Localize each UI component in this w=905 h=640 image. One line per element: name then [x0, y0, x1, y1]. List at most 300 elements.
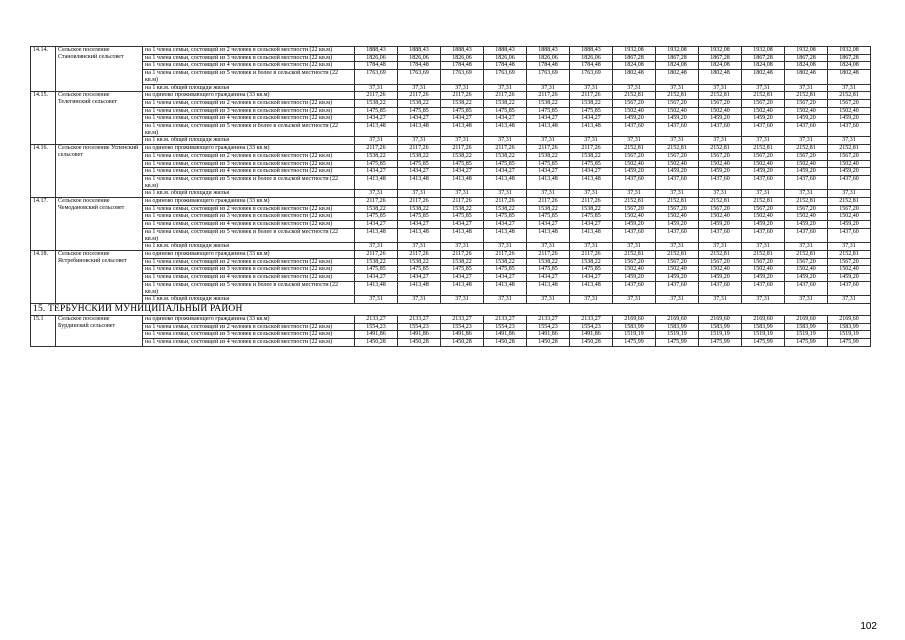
cost-value-cell: 2117,26 — [570, 198, 613, 206]
cost-value-cell: 1413,48 — [398, 123, 441, 137]
cost-value-cell: 37,31 — [742, 84, 785, 92]
cost-value-cell: 1413,48 — [527, 228, 570, 242]
cost-value-cell: 1459,20 — [613, 274, 656, 282]
cost-value-cell: 37,31 — [828, 296, 871, 304]
cost-value-cell: 1763,69 — [527, 70, 570, 84]
cost-value-cell: 2152,81 — [785, 92, 828, 100]
cost-value-cell: 1491,86 — [398, 331, 441, 339]
row-description: на 1 кв.м. общей площади жилья — [143, 296, 355, 304]
cost-value-cell: 2117,26 — [398, 250, 441, 258]
cost-value-cell: 1824,08 — [828, 62, 871, 70]
cost-value-cell: 1437,60 — [613, 281, 656, 295]
cost-value-cell: 1826,06 — [441, 54, 484, 62]
cost-value-cell: 2117,26 — [527, 250, 570, 258]
cost-value-cell: 1567,20 — [742, 205, 785, 213]
table-row — [31, 47, 871, 55]
settlement-name: Сельское поселение Становлянский сельсовет — [56, 47, 143, 92]
cost-value-cell: 1475,85 — [570, 213, 613, 221]
district-title: 15. ТЕРБУНСКИЙ МУНИЦИПАЛЬНЫЙ РАЙОН — [31, 303, 871, 315]
cost-value-cell: 1434,27 — [527, 221, 570, 229]
cost-value-cell: 1824,08 — [699, 62, 742, 70]
cost-value-cell: 2117,26 — [441, 145, 484, 153]
cost-value-cell: 1434,27 — [441, 221, 484, 229]
cost-value-cell: 1475,85 — [484, 213, 527, 221]
cost-value-cell: 1502,40 — [742, 160, 785, 168]
cost-value-cell: 1888,43 — [398, 47, 441, 55]
cost-value-cell: 1867,28 — [656, 54, 699, 62]
cost-value-cell: 1502,40 — [828, 266, 871, 274]
cost-value-cell: 1567,20 — [613, 258, 656, 266]
cost-value-cell: 1459,20 — [656, 274, 699, 282]
cost-value-cell: 37,31 — [613, 84, 656, 92]
cost-value-cell: 1459,20 — [785, 221, 828, 229]
cost-value-cell: 1434,27 — [441, 168, 484, 176]
cost-value-cell: 1450,28 — [441, 339, 484, 347]
cost-value-cell: 1450,28 — [398, 339, 441, 347]
cost-value-cell: 37,31 — [398, 84, 441, 92]
cost-value-cell: 1502,40 — [613, 107, 656, 115]
table-row — [31, 266, 871, 274]
cost-value-cell: 1567,20 — [656, 258, 699, 266]
cost-value-cell: 1475,85 — [527, 107, 570, 115]
cost-value-cell: 2133,27 — [441, 315, 484, 323]
row-description: на 1 кв.м. общей площади жилья — [143, 190, 355, 198]
cost-value-cell: 1437,60 — [828, 281, 871, 295]
cost-value-cell: 2117,26 — [355, 198, 398, 206]
cost-value-cell: 1475,85 — [355, 266, 398, 274]
cost-value-cell: 1502,40 — [785, 213, 828, 221]
cost-value-cell: 1475,85 — [398, 266, 441, 274]
cost-value-cell: 37,31 — [355, 190, 398, 198]
row-description: на 1 кв.м. общей площади жилья — [143, 84, 355, 92]
cost-value-cell: 2133,27 — [398, 315, 441, 323]
cost-value-cell: 1434,27 — [484, 115, 527, 123]
table-row — [31, 258, 871, 266]
cost-value-cell: 1475,85 — [398, 107, 441, 115]
cost-value-cell: 37,31 — [441, 243, 484, 251]
cost-value-cell: 1413,48 — [441, 123, 484, 137]
cost-value-cell: 2152,81 — [613, 250, 656, 258]
cost-value-cell: 1867,28 — [742, 54, 785, 62]
table-row — [31, 107, 871, 115]
row-description: на 1 члена семьи, состоящей из 5 человек и более в сельской местности (22 кв.м) — [143, 123, 355, 137]
cost-value-cell: 1502,40 — [742, 266, 785, 274]
cost-value-cell: 2152,81 — [785, 250, 828, 258]
cost-value-cell: 1434,27 — [484, 168, 527, 176]
settlement-index: 14.14. — [31, 47, 56, 92]
cost-value-cell: 1491,86 — [484, 331, 527, 339]
cost-value-cell: 1437,60 — [656, 281, 699, 295]
cost-value-cell: 1459,20 — [785, 168, 828, 176]
cost-value-cell: 1437,60 — [828, 228, 871, 242]
cost-value-cell: 1413,48 — [441, 228, 484, 242]
cost-value-cell: 2152,81 — [613, 145, 656, 153]
cost-value-cell: 1413,48 — [527, 281, 570, 295]
table-row — [31, 92, 871, 100]
cost-value-cell: 1434,27 — [398, 274, 441, 282]
cost-value-cell: 1413,48 — [398, 175, 441, 189]
row-description: на 1 члена семьи, состоящей из 3 человек в сельской местности (22 кв.м) — [143, 213, 355, 221]
cost-value-cell: 1824,08 — [742, 62, 785, 70]
row-description: на 1 члена семьи, состоящей из 5 человек и более в сельской местности (22 кв.м) — [143, 175, 355, 189]
cost-value-cell: 37,31 — [699, 137, 742, 145]
cost-value-cell: 2169,60 — [656, 315, 699, 323]
cost-value-cell: 37,31 — [785, 190, 828, 198]
cost-value-cell: 37,31 — [527, 84, 570, 92]
cost-value-cell: 37,31 — [527, 190, 570, 198]
cost-value-cell: 1459,20 — [828, 168, 871, 176]
cost-value-cell: 1413,48 — [355, 228, 398, 242]
cost-value-cell: 2152,81 — [828, 250, 871, 258]
table-row — [31, 168, 871, 176]
cost-value-cell: 2152,81 — [656, 145, 699, 153]
cost-value-cell: 1763,69 — [570, 70, 613, 84]
cost-value-cell: 1434,27 — [570, 168, 613, 176]
cost-value-cell: 1888,43 — [570, 47, 613, 55]
cost-value-cell: 1475,85 — [570, 266, 613, 274]
cost-value-cell: 1502,40 — [699, 213, 742, 221]
cost-value-cell: 37,31 — [656, 243, 699, 251]
cost-value-cell: 1502,40 — [613, 160, 656, 168]
cost-value-cell: 37,31 — [613, 190, 656, 198]
district-header-row — [31, 303, 871, 315]
row-description: на 1 члена семьи, состоящей из 5 человек и более в сельской местности (22 кв.м) — [143, 281, 355, 295]
cost-value-cell: 37,31 — [527, 137, 570, 145]
cost-value-cell: 1459,20 — [742, 274, 785, 282]
cost-value-cell: 1538,22 — [441, 258, 484, 266]
cost-value-cell: 37,31 — [441, 84, 484, 92]
cost-value-cell: 1434,27 — [527, 274, 570, 282]
cost-value-cell: 2169,60 — [785, 315, 828, 323]
cost-value-cell: 2152,81 — [613, 198, 656, 206]
cost-value-cell: 37,31 — [613, 243, 656, 251]
cost-value-cell: 1475,85 — [441, 160, 484, 168]
cost-value-cell: 1867,28 — [785, 54, 828, 62]
table-row — [31, 323, 871, 331]
cost-value-cell: 1413,48 — [441, 175, 484, 189]
table-row — [31, 315, 871, 323]
cost-value-cell: 1826,06 — [527, 54, 570, 62]
cost-value-cell: 37,31 — [484, 190, 527, 198]
cost-value-cell: 37,31 — [699, 190, 742, 198]
cost-value-cell: 2169,60 — [699, 315, 742, 323]
cost-value-cell: 1502,40 — [742, 213, 785, 221]
cost-value-cell: 1826,06 — [398, 54, 441, 62]
cost-value-cell: 1802,48 — [828, 70, 871, 84]
table-row — [31, 274, 871, 282]
cost-value-cell: 1434,27 — [398, 221, 441, 229]
cost-value-cell: 1538,22 — [398, 99, 441, 107]
cost-value-cell: 1567,20 — [828, 99, 871, 107]
cost-value-cell: 1459,20 — [742, 221, 785, 229]
cost-value-cell: 1538,22 — [355, 205, 398, 213]
cost-value-cell: 1554,23 — [355, 323, 398, 331]
cost-value-cell: 1413,48 — [570, 175, 613, 189]
cost-value-cell: 1567,20 — [828, 258, 871, 266]
cost-value-cell: 1434,27 — [355, 115, 398, 123]
cost-value-cell: 37,31 — [441, 137, 484, 145]
cost-value-cell: 2152,81 — [742, 198, 785, 206]
cost-value-cell: 2117,26 — [570, 92, 613, 100]
settlement-index: 14.16. — [31, 145, 56, 198]
cost-value-cell: 1413,48 — [570, 281, 613, 295]
cost-value-cell: 1437,60 — [613, 228, 656, 242]
cost-value-cell: 1502,40 — [785, 107, 828, 115]
cost-value-cell: 1413,48 — [484, 175, 527, 189]
cost-value-cell: 2152,81 — [785, 198, 828, 206]
table-row — [31, 213, 871, 221]
cost-value-cell: 1459,20 — [828, 221, 871, 229]
cost-value-cell: 1475,85 — [398, 160, 441, 168]
row-description: на 1 члена семьи, состоящей из 4 человек в сельской местности (22 кв.м) — [143, 62, 355, 70]
cost-value-cell: 1437,60 — [656, 228, 699, 242]
cost-value-cell: 2152,81 — [699, 250, 742, 258]
cost-value-cell: 1519,19 — [613, 331, 656, 339]
cost-value-cell: 1475,99 — [613, 339, 656, 347]
cost-value-cell: 37,31 — [484, 243, 527, 251]
cost-value-cell: 1475,85 — [570, 107, 613, 115]
cost-value-cell: 2117,26 — [484, 250, 527, 258]
row-description: на 1 члена семьи, состоящей из 2 человек в сельской местности (22 кв.м) — [143, 258, 355, 266]
cost-value-cell: 1763,69 — [398, 70, 441, 84]
table-row — [31, 123, 871, 137]
cost-value-cell: 2117,26 — [441, 198, 484, 206]
row-description: на 1 члена семьи, состоящей из 2 человек в сельской местности (22 кв.м) — [143, 47, 355, 55]
cost-value-cell: 1538,22 — [441, 152, 484, 160]
cost-value-cell: 1567,20 — [699, 152, 742, 160]
table-row — [31, 137, 871, 145]
cost-value-cell: 1567,20 — [613, 99, 656, 107]
cost-value-cell: 2169,60 — [742, 315, 785, 323]
cost-value-cell: 37,31 — [527, 296, 570, 304]
cost-value-cell: 2152,81 — [785, 145, 828, 153]
cost-value-cell: 1413,48 — [355, 175, 398, 189]
cost-value-cell: 1434,27 — [355, 274, 398, 282]
cost-value-cell: 1459,20 — [699, 274, 742, 282]
cost-value-cell: 37,31 — [398, 137, 441, 145]
cost-value-cell: 1502,40 — [699, 107, 742, 115]
cost-value-cell: 1491,86 — [527, 331, 570, 339]
cost-value-cell: 1554,23 — [398, 323, 441, 331]
cost-value-cell: 37,31 — [570, 296, 613, 304]
cost-value-cell: 1475,85 — [355, 213, 398, 221]
cost-value-cell: 1867,28 — [828, 54, 871, 62]
cost-value-cell: 1567,20 — [699, 258, 742, 266]
cost-value-cell: 1567,20 — [785, 205, 828, 213]
settlement-name: Сельское поселение Ястребиновский сельсовет — [56, 250, 143, 303]
cost-value-cell: 1413,48 — [527, 175, 570, 189]
cost-value-cell: 2152,81 — [613, 92, 656, 100]
cost-value-cell: 37,31 — [828, 137, 871, 145]
cost-value-cell: 1826,06 — [355, 54, 398, 62]
cost-value-cell: 1475,85 — [484, 160, 527, 168]
row-description: на 1 члена семьи, состоящей из 4 человек в сельской местности (22 кв.м) — [143, 339, 355, 347]
cost-value-cell: 1459,20 — [785, 274, 828, 282]
cost-value-cell: 1538,22 — [441, 205, 484, 213]
cost-value-cell: 37,31 — [742, 296, 785, 304]
cost-value-cell: 1502,40 — [699, 266, 742, 274]
table-row — [31, 331, 871, 339]
row-description: на 1 члена семьи, состоящей из 2 человек в сельской местности (22 кв.м) — [143, 99, 355, 107]
cost-value-cell: 1437,60 — [699, 228, 742, 242]
cost-value-cell: 1802,48 — [785, 70, 828, 84]
cost-value-cell: 37,31 — [355, 296, 398, 304]
cost-value-cell: 37,31 — [656, 296, 699, 304]
cost-value-cell: 1450,28 — [355, 339, 398, 347]
settlement-index: 14.18. — [31, 250, 56, 303]
table-row — [31, 84, 871, 92]
cost-value-cell: 1459,20 — [656, 168, 699, 176]
table-row — [31, 339, 871, 347]
cost-value-cell: 2152,81 — [828, 92, 871, 100]
cost-value-cell: 2152,81 — [828, 145, 871, 153]
cost-value-cell: 37,31 — [570, 190, 613, 198]
table-row — [31, 70, 871, 84]
cost-value-cell: 2152,81 — [742, 250, 785, 258]
row-description: на 1 члена семьи, состоящей из 4 человек в сельской местности (22 кв.м) — [143, 221, 355, 229]
cost-value-cell: 1867,28 — [613, 54, 656, 62]
table-row — [31, 296, 871, 304]
table-row — [31, 54, 871, 62]
cost-value-cell: 2117,26 — [355, 145, 398, 153]
cost-value-cell: 1567,20 — [656, 205, 699, 213]
cost-value-cell: 1491,86 — [355, 331, 398, 339]
cost-value-cell: 37,31 — [484, 137, 527, 145]
cost-value-cell: 1538,22 — [570, 258, 613, 266]
cost-value-cell: 1567,20 — [828, 205, 871, 213]
cost-value-cell: 37,31 — [742, 137, 785, 145]
cost-value-cell: 37,31 — [398, 243, 441, 251]
cost-value-cell: 2117,26 — [527, 198, 570, 206]
cost-value-cell: 1932,08 — [785, 47, 828, 55]
cost-value-cell: 2117,26 — [527, 92, 570, 100]
cost-value-cell: 1450,28 — [570, 339, 613, 347]
cost-value-cell: 1434,27 — [398, 115, 441, 123]
cost-value-cell: 37,31 — [398, 296, 441, 304]
cost-value-cell: 1459,20 — [828, 274, 871, 282]
cost-value-cell: 1434,27 — [527, 115, 570, 123]
cost-value-cell: 37,31 — [570, 243, 613, 251]
cost-value-cell: 1459,20 — [613, 168, 656, 176]
cost-value-cell: 1491,86 — [570, 331, 613, 339]
row-description: на 1 члена семьи, состоящей из 2 человек в сельской местности (22 кв.м) — [143, 323, 355, 331]
cost-value-cell: 1475,85 — [527, 160, 570, 168]
cost-value-cell: 1502,40 — [613, 266, 656, 274]
cost-value-cell: 37,31 — [484, 296, 527, 304]
cost-value-cell: 1437,60 — [613, 175, 656, 189]
cost-value-cell: 1437,60 — [742, 175, 785, 189]
cost-value-cell: 1413,48 — [570, 228, 613, 242]
cost-value-cell: 37,31 — [570, 137, 613, 145]
row-description: на 1 члена семьи, состоящей из 4 человек в сельской местности (22 кв.м) — [143, 274, 355, 282]
cost-value-cell: 2152,81 — [656, 250, 699, 258]
row-description: на 1 кв.м. общей площади жилья — [143, 243, 355, 251]
row-description: на 1 члена семьи, состоящей из 4 человек в сельской местности (22 кв.м) — [143, 168, 355, 176]
cost-value-cell: 1437,60 — [828, 123, 871, 137]
cost-value-cell: 37,31 — [355, 243, 398, 251]
cost-value-cell: 1434,27 — [527, 168, 570, 176]
cost-value-cell: 1567,20 — [828, 152, 871, 160]
table-row — [31, 243, 871, 251]
cost-value-cell: 1784,48 — [441, 62, 484, 70]
row-description: на 1 кв.м. общей площади жилья — [143, 137, 355, 145]
cost-value-cell: 1450,28 — [484, 339, 527, 347]
cost-value-cell: 1567,20 — [742, 99, 785, 107]
settlement-index: 14.17. — [31, 198, 56, 251]
cost-value-cell: 2133,27 — [527, 315, 570, 323]
row-description: на одиноко проживающего гражданина (33 кв.м) — [143, 198, 355, 206]
cost-value-cell: 1538,22 — [398, 152, 441, 160]
cost-value-cell: 1502,40 — [785, 266, 828, 274]
cost-value-cell: 37,31 — [355, 84, 398, 92]
cost-value-cell: 1932,08 — [742, 47, 785, 55]
cost-value-cell: 1538,22 — [355, 258, 398, 266]
cost-value-cell: 1459,20 — [613, 221, 656, 229]
cost-value-cell: 1519,19 — [785, 331, 828, 339]
row-description: на 1 члена семьи, состоящей из 2 человек в сельской местности (22 кв.м) — [143, 152, 355, 160]
cost-value-cell: 1567,20 — [613, 152, 656, 160]
cost-value-cell: 1475,99 — [699, 339, 742, 347]
cost-value-cell: 1932,08 — [699, 47, 742, 55]
cost-value-cell: 2169,60 — [828, 315, 871, 323]
cost-value-cell: 37,31 — [484, 84, 527, 92]
cost-value-cell: 1459,20 — [785, 115, 828, 123]
cost-value-cell: 1567,20 — [742, 152, 785, 160]
cost-value-cell: 1413,48 — [398, 281, 441, 295]
cost-value-cell: 1538,22 — [527, 258, 570, 266]
cost-value-cell: 1475,85 — [441, 266, 484, 274]
cost-value-cell: 1538,22 — [570, 205, 613, 213]
cost-value-cell: 1888,43 — [527, 47, 570, 55]
row-description: на 1 члена семьи, состоящей из 3 человек в сельской местности (22 кв.м) — [143, 107, 355, 115]
cost-value-cell: 1434,27 — [355, 221, 398, 229]
cost-value-cell: 1459,20 — [828, 115, 871, 123]
cost-value-cell: 1475,85 — [398, 213, 441, 221]
cost-value-cell: 1567,20 — [613, 205, 656, 213]
cost-value-cell: 1437,60 — [656, 123, 699, 137]
cost-value-cell: 1538,22 — [484, 99, 527, 107]
cost-value-cell: 1502,40 — [828, 160, 871, 168]
cost-value-cell: 1763,69 — [441, 70, 484, 84]
cost-value-cell: 37,31 — [785, 137, 828, 145]
cost-value-cell: 1583,99 — [699, 323, 742, 331]
cost-value-cell: 37,31 — [785, 84, 828, 92]
cost-value-cell: 37,31 — [742, 243, 785, 251]
cost-value-cell: 1434,27 — [484, 221, 527, 229]
row-description: на 1 члена семьи, состоящей из 5 человек и более в сельской местности (22 кв.м) — [143, 228, 355, 242]
cost-value-cell: 1567,20 — [656, 99, 699, 107]
row-description: на 1 члена семьи, состоящей из 2 человек в сельской местности (22 кв.м) — [143, 205, 355, 213]
cost-value-cell: 1437,60 — [742, 281, 785, 295]
cost-value-cell: 1538,22 — [527, 152, 570, 160]
table-row — [31, 190, 871, 198]
cost-value-cell: 1826,06 — [484, 54, 527, 62]
cost-value-cell: 1475,99 — [656, 339, 699, 347]
cost-value-cell: 1413,48 — [398, 228, 441, 242]
cost-value-cell: 1932,08 — [656, 47, 699, 55]
cost-value-cell: 1437,60 — [742, 228, 785, 242]
cost-value-cell: 1437,60 — [699, 175, 742, 189]
cost-value-cell: 1437,60 — [656, 175, 699, 189]
cost-value-cell: 1583,99 — [828, 323, 871, 331]
cost-value-cell: 2152,81 — [699, 145, 742, 153]
cost-value-cell: 1519,19 — [656, 331, 699, 339]
row-description: на одиноко проживающего гражданина (33 кв.м) — [143, 92, 355, 100]
settlement-name: Сельское поселение Успенский сельсовет — [56, 145, 143, 198]
cost-value-cell: 1434,27 — [441, 274, 484, 282]
row-description: на 1 члена семьи, состоящей из 3 человек в сельской местности (22 кв.м) — [143, 331, 355, 339]
cost-value-cell: 2152,81 — [742, 145, 785, 153]
